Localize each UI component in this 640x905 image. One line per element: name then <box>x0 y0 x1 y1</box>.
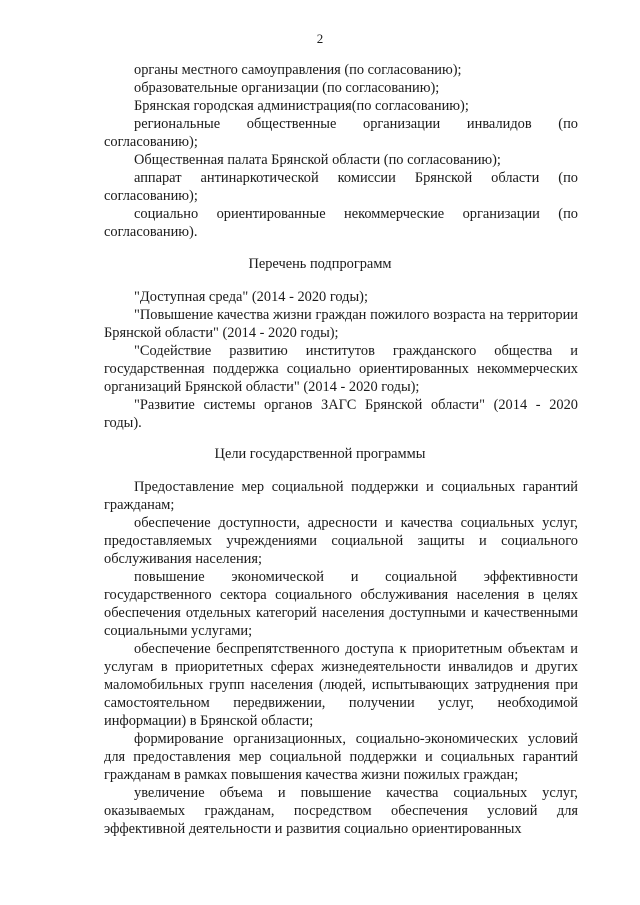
goal-item: формирование организационных, социально-экономических условий для предоставления мер социальной поддержки и социальных гарантий гражданам в рамках повышения качества жизни пожилых граждан; <box>104 731 578 783</box>
goals-list <box>104 478 578 838</box>
goals-heading: Цели государственной программы <box>214 446 426 462</box>
goal-item: увеличение объема и повышение качества социальных услуг, оказываемых гражданам, посредством обеспечения условий для эффективной деятельности и развития социально ориентированных <box>104 785 578 837</box>
goal-item: обеспечение беспрепятственного доступа к приоритетным объектам и услугам в приоритетных сферах жизнедеятельности инвалидов и других маломобильных групп населения (людей, испытывающих затруднения при самостоятельном передвижении, получении услуг, необходимой информации) в Брянской области; <box>104 641 578 729</box>
executor-item: региональные общественные организации инвалидов (по согласованию); <box>104 116 578 150</box>
page-number: 2 <box>316 31 324 46</box>
subprogram-item: "Повышение качества жизни граждан пожилого возраста на территории Брянской области" (2014 - 2020 годы); <box>104 307 578 341</box>
subprogram-item: "Содействие развитию институтов гражданского общества и государственная поддержка социально ориентированных некоммерческих организаций Брянской области" (2014 - 2020 годы); <box>104 343 578 395</box>
goal-item: обеспечение доступности, адресности и качества социальных услуг, предоставляемых учреждениями социальной защиты и социального обслуживания населения; <box>104 515 578 567</box>
executor-item: Общественная палата Брянской области (по согласованию); <box>134 152 501 168</box>
executor-item: органы местного самоуправления (по согласованию); <box>134 62 462 78</box>
executor-item: социально ориентированные некоммерческие организации (по согласованию). <box>104 206 578 240</box>
subprogram-item: "Доступная среда" (2014 - 2020 годы); <box>134 289 368 305</box>
goal-item: повышение экономической и социальной эффективности государственного сектора социального обслуживания населения в целях обеспечения отдельных категорий населения доступными и качественными социальными услугами; <box>104 569 578 639</box>
goal-item: Предоставление мер социальной поддержки и социальных гарантий гражданам; <box>104 479 578 513</box>
executors-list <box>104 61 578 241</box>
executor-item: аппарат антинаркотической комиссии Брянской области (по согласованию); <box>104 170 578 204</box>
subprograms-list <box>104 288 578 432</box>
subprograms-heading: Перечень подпрограмм <box>248 256 392 272</box>
executor-item: Брянская городская администрация(по согласованию); <box>134 98 469 114</box>
executor-item: образовательные организации (по согласованию); <box>134 80 440 96</box>
subprogram-item: "Развитие системы органов ЗАГС Брянской области" (2014 - 2020 годы). <box>104 397 578 431</box>
